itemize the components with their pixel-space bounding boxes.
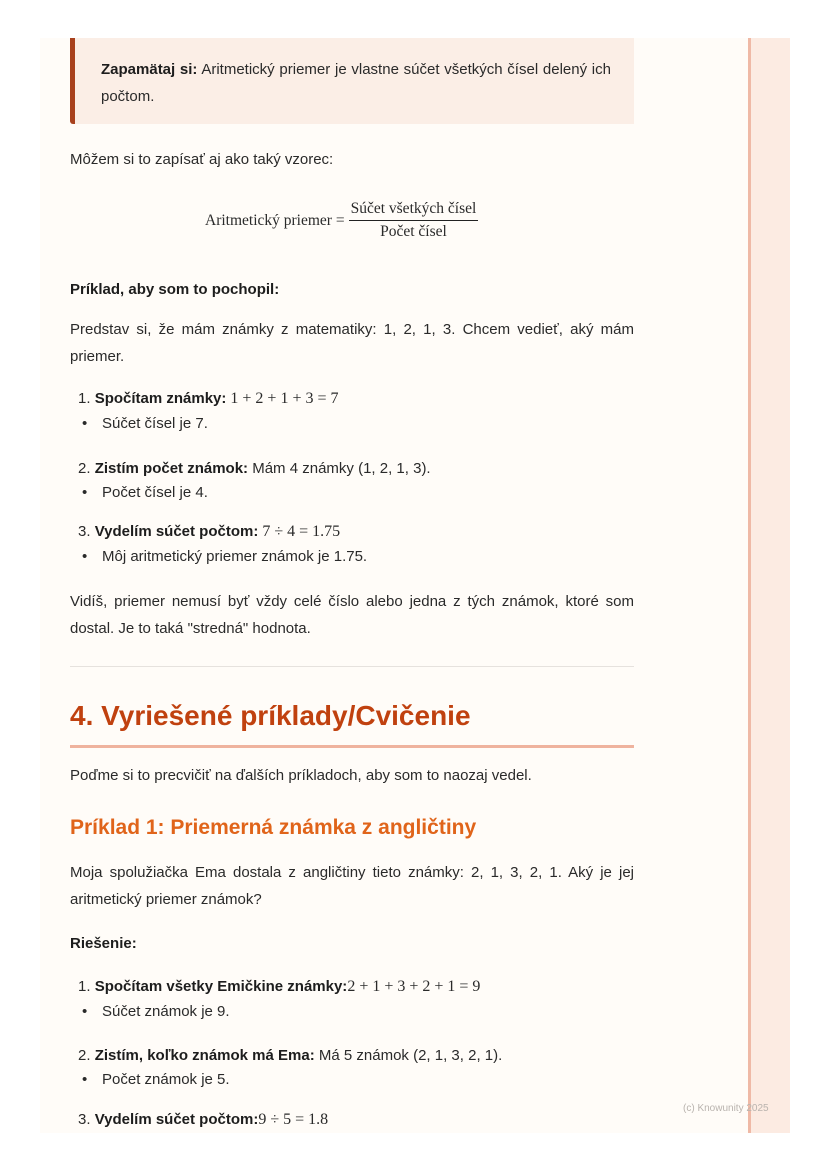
example1-title: Príklad 1: Priemerná známka z angličtiny <box>70 816 477 839</box>
example-heading: Príklad, aby som to pochopil: <box>70 281 280 298</box>
conclusion-text: Vidíš, priemer nemusí byť vždy celé číslo alebo jedna z tých známok, ktoré som dostal. Je to taká "stredná" hodnota. <box>70 593 634 637</box>
bullet-item: • Súčet čísel je 7. <box>102 412 208 436</box>
bullet-item: • Počet čísel je 4. <box>102 481 208 505</box>
list-item: 2. Zistím počet známok: Mám 4 známky (1, 2, 1, 3). <box>78 460 431 477</box>
formula-denominator: Počet čísel <box>380 223 447 240</box>
formula <box>205 200 478 241</box>
formula-numerator: Súčet všetkých čísel <box>349 200 479 221</box>
side-margin <box>748 38 790 1133</box>
list-item: 3. Vydelím súčet počtom:9 ÷ 5 = 1.8 <box>78 1111 329 1128</box>
divider <box>70 666 634 667</box>
list-item: 1. Spočítam známky: 1 + 2 + 1 + 3 = 7 <box>78 390 339 407</box>
list-item: 3. Vydelím súčet počtom: 7 ÷ 4 = 1.75 <box>78 523 341 540</box>
section-title: 4. Vyriešené príklady/Cvičenie <box>70 700 471 731</box>
formula-intro: Môžem si to zapísať aj ako taký vzorec: <box>70 151 334 168</box>
bullet-item: • Môj aritmetický priemer známok je 1.75. <box>102 545 367 569</box>
example-text: Predstav si, že mám známky z matematiky: 1, 2, 1, 3. Chcem vedieť, aký mám priemer. <box>70 321 634 365</box>
bullet-item: • Súčet známok je 9. <box>102 1000 230 1024</box>
copyright-footer: (c) Knowunity 2025 <box>683 1103 769 1114</box>
callout-label: Zapamätaj si: <box>101 61 198 78</box>
list-item: 2. Zistím, koľko známok má Ema: Má 5 známok (2, 1, 3, 2, 1). <box>78 1047 503 1064</box>
bullet-item: • Počet známok je 5. <box>102 1068 230 1092</box>
example1-text: Moja spolužiačka Ema dostala z angličtiny tieto známky: 2, 1, 3, 2, 1. Aký je jej aritmetický priemer známok? <box>70 864 634 908</box>
solution-label: Riešenie: <box>70 935 137 952</box>
formula-lhs: Aritmetický priemer = <box>205 211 345 229</box>
list-item: 1. Spočítam všetky Emičkine známky:2 + 1 + 3 + 2 + 1 = 9 <box>78 978 481 995</box>
callout-text: Aritmetický priemer je vlastne súčet všetkých čísel delený ich počtom. <box>101 61 611 105</box>
remember-callout <box>70 38 634 124</box>
section-intro: Poďme si to precvičiť na ďalších príkladoch, aby som to naozaj vedel. <box>70 767 532 784</box>
section-underline <box>70 745 634 748</box>
